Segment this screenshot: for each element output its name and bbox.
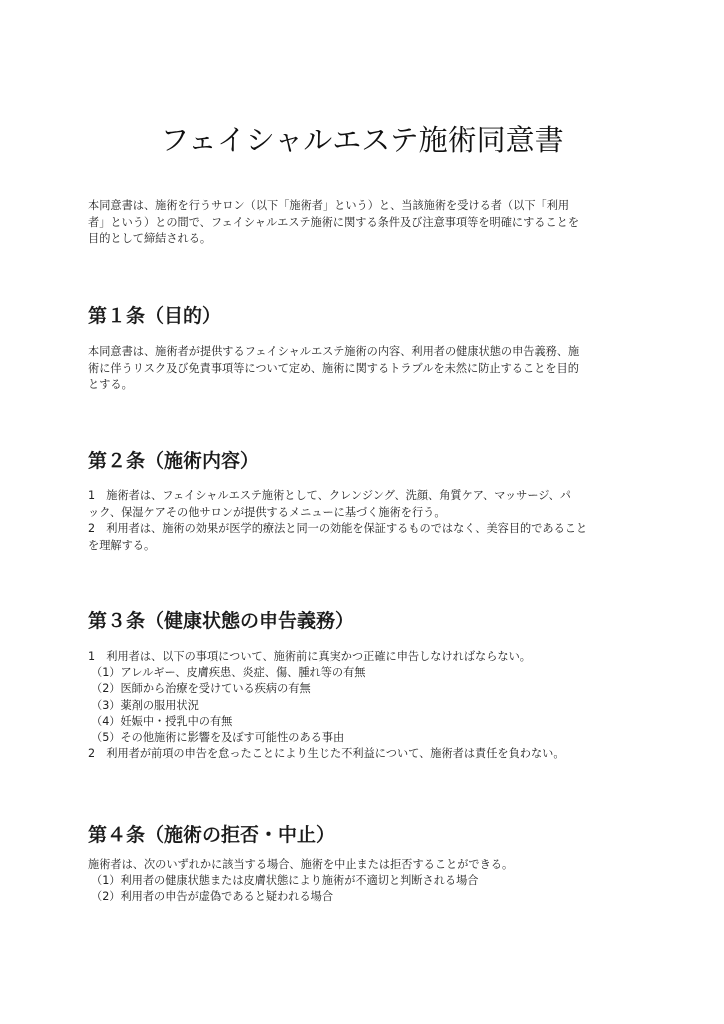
- article-sub-item: （1）アレルギー、皮膚疾患、炎症、傷、腫れ等の有無: [91, 666, 366, 680]
- article-line: 術に伴うリスク及び免責事項等について定め、施術に関するトラブルを未然に防止することを目的: [88, 361, 579, 375]
- article-sub-item: （4）妊娠中・授乳中の有無: [91, 714, 233, 728]
- preamble-line: 者」という）との間で、フェイシャルエステ施術に関する条件及び注意事項等を明確にすることを: [88, 215, 580, 229]
- article-clause: 施術者は、次のいずれかに該当する場合、施術を中止または拒否することができる。: [88, 858, 514, 871]
- article-1-body: [88, 344, 640, 394]
- article-2-heading: 第２条（施術内容）: [88, 450, 260, 472]
- preamble-line: 目的として締結される。: [88, 232, 212, 246]
- article-sub-item: （3）薬剤の服用状況: [91, 698, 199, 712]
- article-1-heading: 第１条（目的）: [88, 305, 222, 327]
- article-line: ック、保湿ケアその他サロンが提供するメニューに基づく施術を行う。: [88, 505, 446, 519]
- article-clause: 2 利用者が前項の申告を怠ったことにより生じた不利益について、施術者は責任を負わない。: [88, 747, 565, 761]
- preamble-paragraph: [88, 198, 640, 248]
- article-sub-item: （1）利用者の健康状態または皮膚状態により施術が不適切と判断される場合: [91, 874, 479, 888]
- article-sub-item: （5）その他施術に影響を及ぼす可能性のある事由: [91, 731, 345, 745]
- article-4-heading: 第４条（施術の拒否・中止）: [88, 824, 336, 846]
- article-line: 本同意書は、施術者が提供するフェイシャルエステ施術の内容、利用者の健康状態の申告義務、施: [88, 345, 580, 358]
- article-2-body: [88, 488, 640, 554]
- article-sub-item: （2）医師から治療を受けている疾病の有無: [91, 682, 311, 696]
- article-line: 2 利用者は、施術の効果が医学的療法と同一の効能を保証するものではなく、美容目的であること: [88, 522, 588, 536]
- article-line: を理解する。: [88, 538, 156, 552]
- article-line: とする。: [88, 378, 133, 392]
- article-3-body: [88, 649, 648, 762]
- article-line: 1 施術者は、フェイシャルエステ施術として、クレンジング、洗顔、角質ケア、マッサージ、パ: [88, 489, 571, 502]
- preamble-line: 本同意書は、施術を行うサロン（以下「施術者」という）と、当該施術を受ける者（以下「利用: [88, 199, 570, 212]
- article-sub-item: （2）利用者の申告が虚偽であると疑われる場合: [91, 890, 334, 904]
- article-clause: 1 利用者は、以下の事項について、施術前に真実かつ正確に申告しなければならない。: [88, 650, 531, 663]
- article-3-heading: 第３条（健康状態の申告義務）: [88, 610, 355, 632]
- article-4-body: [88, 857, 648, 906]
- document-title: フェイシャルエステ施術同意書: [160, 123, 564, 157]
